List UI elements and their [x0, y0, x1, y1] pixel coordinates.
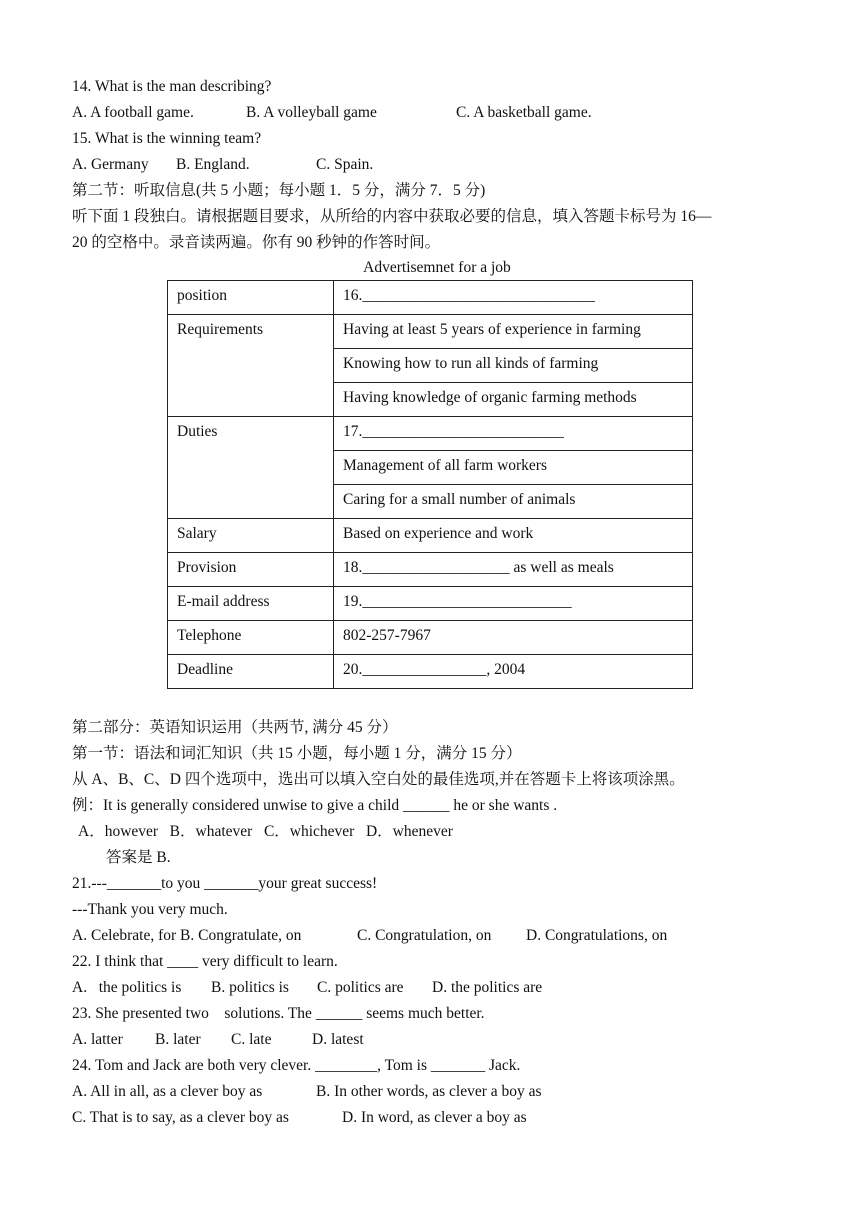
q24-options-line2	[72, 1105, 802, 1131]
q23-options	[72, 1027, 802, 1053]
row-value-position: 16.______________________________	[334, 281, 693, 315]
q21-options	[72, 923, 802, 949]
q15-options	[72, 152, 802, 178]
q24-option-c: C. That is to say, as a clever boy as	[72, 1109, 289, 1126]
table-row-email	[168, 587, 693, 621]
q15-option-b: B. England.	[176, 156, 250, 173]
q21-option-c: C. Congratulation, on	[357, 927, 492, 944]
row-value-salary: Based on experience and work	[334, 519, 693, 553]
row-label-email: E-mail address	[168, 587, 334, 621]
q21-option-d: D. Congratulations, on	[526, 927, 668, 944]
q14-stem: 14. What is the man describing?	[72, 78, 272, 95]
q14-options	[72, 100, 802, 126]
q21-stem: 21.---_______to you _______your great success!	[72, 875, 378, 892]
table-row-telephone	[168, 621, 693, 655]
table-row-requirements	[168, 315, 693, 349]
row-value-requirement-1: Having at least 5 years of experience in farming	[334, 315, 693, 349]
row-value-telephone: 802-257-7967	[334, 621, 693, 655]
row-value-duty-2: Management of all farm workers	[334, 451, 693, 485]
q24-stem: 24. Tom and Jack are both very clever. ________, Tom is _______ Jack.	[72, 1057, 521, 1074]
row-label-provision: Provision	[168, 553, 334, 587]
section2-instruction-2: 20 的空格中。录音读两遍。你有 90 秒钟的作答时间。	[72, 234, 441, 251]
q23-option-c: C. late	[231, 1031, 272, 1048]
row-value-duty-3: Caring for a small number of animals	[334, 485, 693, 519]
part2-instruction: 从 A、B、C、D 四个选项中，选出可以填入空白处的最佳选项,并在答题卡上将该项涂黑。	[72, 771, 685, 788]
q22-stem: 22. I think that ____ very difficult to learn.	[72, 953, 338, 970]
row-label-requirements: Requirements	[168, 315, 334, 417]
q23-option-a: A. latter	[72, 1031, 123, 1048]
table-row-position	[168, 281, 693, 315]
q22-option-b: B. politics is	[211, 979, 289, 996]
q21-option-ab: A. Celebrate, for B. Congratulate, on	[72, 927, 302, 944]
q22-options	[72, 975, 802, 1001]
row-value-requirement-3: Having knowledge of organic farming methods	[334, 383, 693, 417]
table-row-deadline	[168, 655, 693, 689]
example-answer: 答案是 B.	[106, 849, 171, 866]
q15-option-c: C. Spain.	[316, 156, 374, 173]
q15-option-a: A. Germany	[72, 156, 149, 173]
q15-stem: 15. What is the winning team?	[72, 130, 262, 147]
q21-reply: ---Thank you very much.	[72, 901, 228, 918]
q24-option-a: A. All in all, as a clever boy as	[72, 1083, 263, 1100]
q14-option-c: C. A basketball game.	[456, 104, 592, 121]
row-value-requirement-2: Knowing how to run all kinds of farming	[334, 349, 693, 383]
example-stem: 例：It is generally considered unwise to give a child ______ he or she wants .	[72, 797, 558, 814]
q23-option-d: D. latest	[312, 1031, 364, 1048]
row-label-position: position	[168, 281, 334, 315]
row-value-email: 19.___________________________	[334, 587, 693, 621]
q14-option-a: A. A football game.	[72, 104, 194, 121]
table-row-salary	[168, 519, 693, 553]
row-label-telephone: Telephone	[168, 621, 334, 655]
table-caption: Advertisemnet for a job	[363, 259, 511, 276]
section2-instruction-1: 听下面 1 段独白。请根据题目要求，从所给的内容中获取必要的信息，填入答题卡标号为 16—	[72, 208, 712, 225]
job-ad-table	[167, 280, 693, 689]
q22-option-c: C. politics are	[317, 979, 404, 996]
exam-page	[72, 74, 802, 1131]
row-value-provision: 18.___________________ as well as meals	[334, 553, 693, 587]
q22-option-a: A. the politics is	[72, 979, 182, 996]
part2-heading: 第二部分：英语知识运用（共两节, 满分 45 分）	[72, 719, 398, 736]
q24-options-line1	[72, 1079, 802, 1105]
q24-option-b: B. In other words, as clever a boy as	[316, 1083, 542, 1100]
table-row-duties	[168, 417, 693, 451]
table-row-provision	[168, 553, 693, 587]
q14-option-b: B. A volleyball game	[246, 104, 377, 121]
row-label-deadline: Deadline	[168, 655, 334, 689]
row-value-deadline: 20.________________, 2004	[334, 655, 693, 689]
q22-option-d: D. the politics are	[432, 979, 543, 996]
part2-section1-heading: 第一节：语法和词汇知识（共 15 小题，每小题 1 分，满分 15 分）	[72, 745, 522, 762]
q24-option-d: D. In word, as clever a boy as	[342, 1109, 527, 1126]
q23-stem: 23. She presented two solutions. The ______ seems much better.	[72, 1005, 485, 1022]
row-label-duties: Duties	[168, 417, 334, 519]
section2-heading: 第二节：听取信息(共 5 小题；每小题 1．5 分，满分 7．5 分)	[72, 182, 486, 199]
row-label-salary: Salary	[168, 519, 334, 553]
row-value-duty-1: 17.__________________________	[334, 417, 693, 451]
example-options: A．however B．whatever C．whichever D．whenever	[78, 823, 453, 840]
q23-option-b: B. later	[155, 1031, 201, 1048]
